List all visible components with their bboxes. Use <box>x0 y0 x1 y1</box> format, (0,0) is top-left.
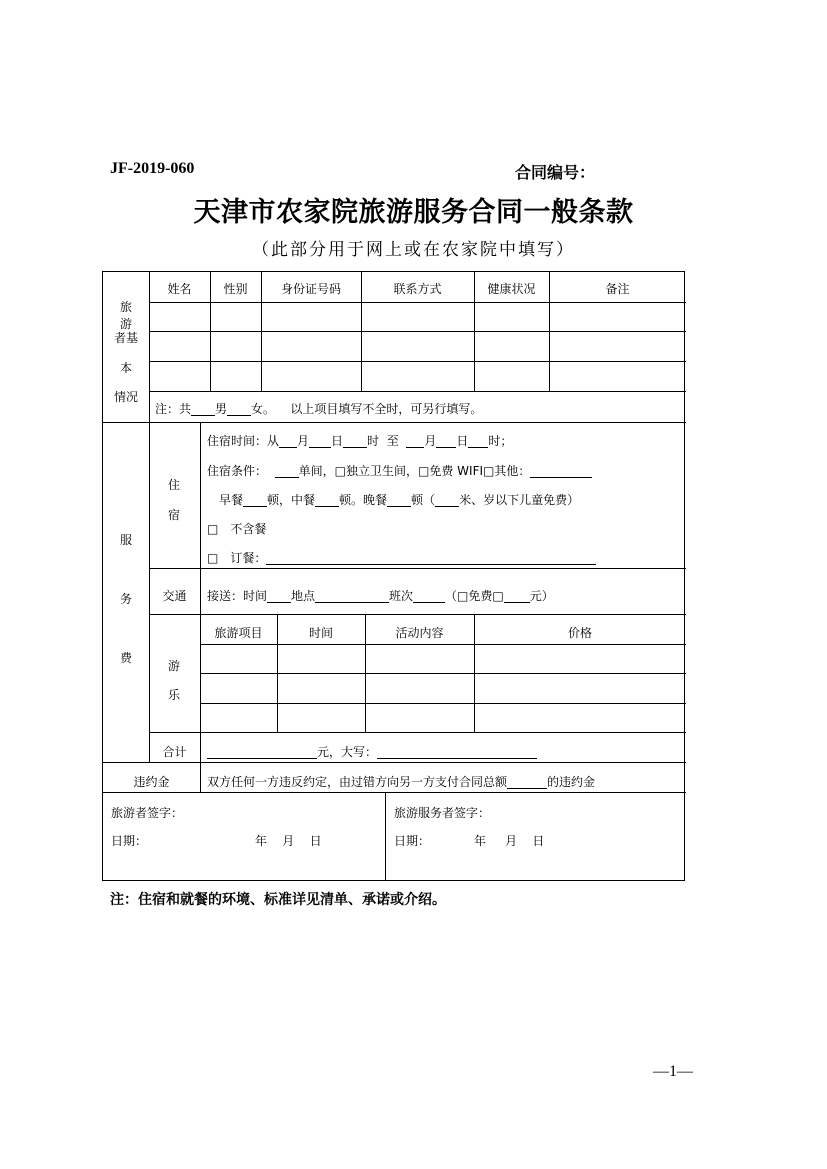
penalty-suffix: 的违约金 <box>547 775 596 789</box>
month-label: 月 <box>297 434 310 448</box>
traveler-label-3: 本 <box>119 361 132 375</box>
total-amount-words-field[interactable] <box>377 746 537 759</box>
column-health: 健康状况 <box>487 282 536 296</box>
lunch-label: 顿，中餐 <box>267 493 316 507</box>
traveler-month: 月 <box>282 834 295 848</box>
breakfast-label: 早餐 <box>219 493 244 507</box>
lodging-time-prefix: 住宿时间：从 <box>207 434 280 448</box>
total-label: 合计 <box>162 745 187 759</box>
column-gender: 性别 <box>223 282 248 296</box>
private-bath-checkbox[interactable]: □独立卫生间， <box>334 464 419 478</box>
provider-year: 年 <box>474 834 487 848</box>
traveler-day: 日 <box>309 834 322 848</box>
order-meal-checkbox[interactable]: □ 订餐： <box>207 551 267 565</box>
recreation-label-2: 乐 <box>167 688 180 702</box>
column-name: 姓名 <box>167 282 192 296</box>
transport-yuan-label: 元） <box>529 589 554 603</box>
start-day-field[interactable] <box>309 435 331 448</box>
document-code: JF-2019-060 <box>110 160 195 177</box>
child-height-field[interactable] <box>435 494 459 507</box>
lodging-label-1: 住 <box>167 478 180 492</box>
traveler-count-note <box>155 402 482 416</box>
free-wifi-checkbox[interactable]: □免费 WIFI□其他： <box>418 464 531 478</box>
traveler-date-ymd <box>255 834 322 848</box>
provider-day: 日 <box>532 834 545 848</box>
service-label-1: 服 <box>119 533 132 547</box>
traveler-label-4: 情况 <box>114 390 139 404</box>
page-subtitle: （此部分用于网上或在农家院中填写） <box>252 240 575 260</box>
end-hour-field[interactable] <box>468 435 488 448</box>
provider-month: 月 <box>505 834 518 848</box>
single-room-label: 单间， <box>298 464 335 478</box>
contract-number-label: 合同编号： <box>515 163 596 182</box>
shift-label: 班次 <box>389 589 414 603</box>
start-hour-field[interactable] <box>343 435 367 448</box>
day-label: 日 <box>331 434 344 448</box>
end-month-label: 月 <box>424 434 437 448</box>
page-title: 天津市农家院旅游服务合同一般条款 <box>193 197 634 228</box>
traveler-signature-label: 旅游者签字： <box>111 806 184 820</box>
pickup-place-field[interactable] <box>315 590 389 603</box>
penalty-rate-field[interactable] <box>507 776 547 789</box>
provider-date-ymd <box>474 834 544 848</box>
end-hour-label: 时； <box>488 434 513 448</box>
order-meal-line <box>207 551 596 565</box>
note-suffix: 以上项目填写不全时，可另行填写。 <box>290 402 483 416</box>
note-female: 女。 <box>251 402 276 416</box>
end-day-label: 日 <box>456 434 469 448</box>
column-time: 时间 <box>308 626 333 640</box>
total-yuan-label: 元，大写： <box>317 745 378 759</box>
traveler-label-1: 旅游 <box>119 300 132 331</box>
penalty-line <box>207 775 595 789</box>
column-id-number: 身份证号码 <box>280 282 341 296</box>
single-room-field[interactable] <box>275 465 299 478</box>
transport-line <box>207 589 554 603</box>
lodging-label-2: 宿 <box>167 508 180 522</box>
other-condition-field[interactable] <box>530 465 592 478</box>
order-meal-field[interactable] <box>266 552 596 565</box>
no-meal-checkbox[interactable]: □ 不含餐 <box>207 522 267 536</box>
meal-line <box>219 493 579 507</box>
column-tour-item: 旅游项目 <box>214 626 263 640</box>
total-amount-field[interactable] <box>207 746 317 759</box>
start-month-field[interactable] <box>279 435 297 448</box>
traveler-label-2: 者基 <box>114 331 139 345</box>
page-number: —1— <box>653 1063 693 1080</box>
provider-date-label: 日期： <box>394 834 431 848</box>
penalty-label: 违约金 <box>133 775 170 789</box>
lunch-count-field[interactable] <box>315 494 339 507</box>
breakfast-count-field[interactable] <box>243 494 267 507</box>
column-remarks: 备注 <box>605 282 630 296</box>
shift-field[interactable] <box>413 590 445 603</box>
traveler-year: 年 <box>255 834 268 848</box>
end-day-field[interactable] <box>436 435 456 448</box>
pickup-time-label: 接送：时间 <box>207 589 268 603</box>
to-label: 至 <box>386 434 399 448</box>
total-line <box>207 745 537 759</box>
dinner-label: 顿。晚餐 <box>339 493 388 507</box>
column-price: 价格 <box>567 626 592 640</box>
child-policy-label: 米、岁以下儿童免费） <box>459 493 580 507</box>
pickup-place-label: 地点 <box>291 589 316 603</box>
pickup-time-field[interactable] <box>267 590 291 603</box>
child-policy-prefix: 顿（ <box>411 493 436 507</box>
transport-label: 交通 <box>162 589 187 603</box>
hour-label: 时 <box>367 434 380 448</box>
transport-free-checkbox[interactable]: （□免费□ <box>445 589 504 603</box>
lodging-condition-line <box>207 464 592 478</box>
male-count-field[interactable] <box>191 403 215 416</box>
service-label-3: 费 <box>119 651 132 665</box>
footnote: 注：住宿和就餐的环境、标准详见清单、承诺或介绍。 <box>110 892 446 908</box>
lodging-time-line <box>207 434 512 448</box>
note-male: 男 <box>215 402 228 416</box>
female-count-field[interactable] <box>227 403 251 416</box>
transport-fee-field[interactable] <box>504 590 530 603</box>
condition-prefix: 住宿条件： <box>207 464 268 478</box>
column-activity: 活动内容 <box>395 626 444 640</box>
contract-form-table <box>102 271 685 881</box>
penalty-text: 双方任何一方违反约定，由过错方向另一方支付合同总额 <box>207 775 508 789</box>
dinner-count-field[interactable] <box>387 494 411 507</box>
column-contact: 联系方式 <box>393 282 442 296</box>
note-prefix: 注：共 <box>155 402 192 416</box>
recreation-label-1: 游 <box>167 659 180 673</box>
end-month-field[interactable] <box>406 435 424 448</box>
traveler-date-label: 日期： <box>111 834 148 848</box>
service-label-2: 务 <box>119 592 132 606</box>
provider-signature-label: 旅游服务者签字： <box>394 806 491 820</box>
